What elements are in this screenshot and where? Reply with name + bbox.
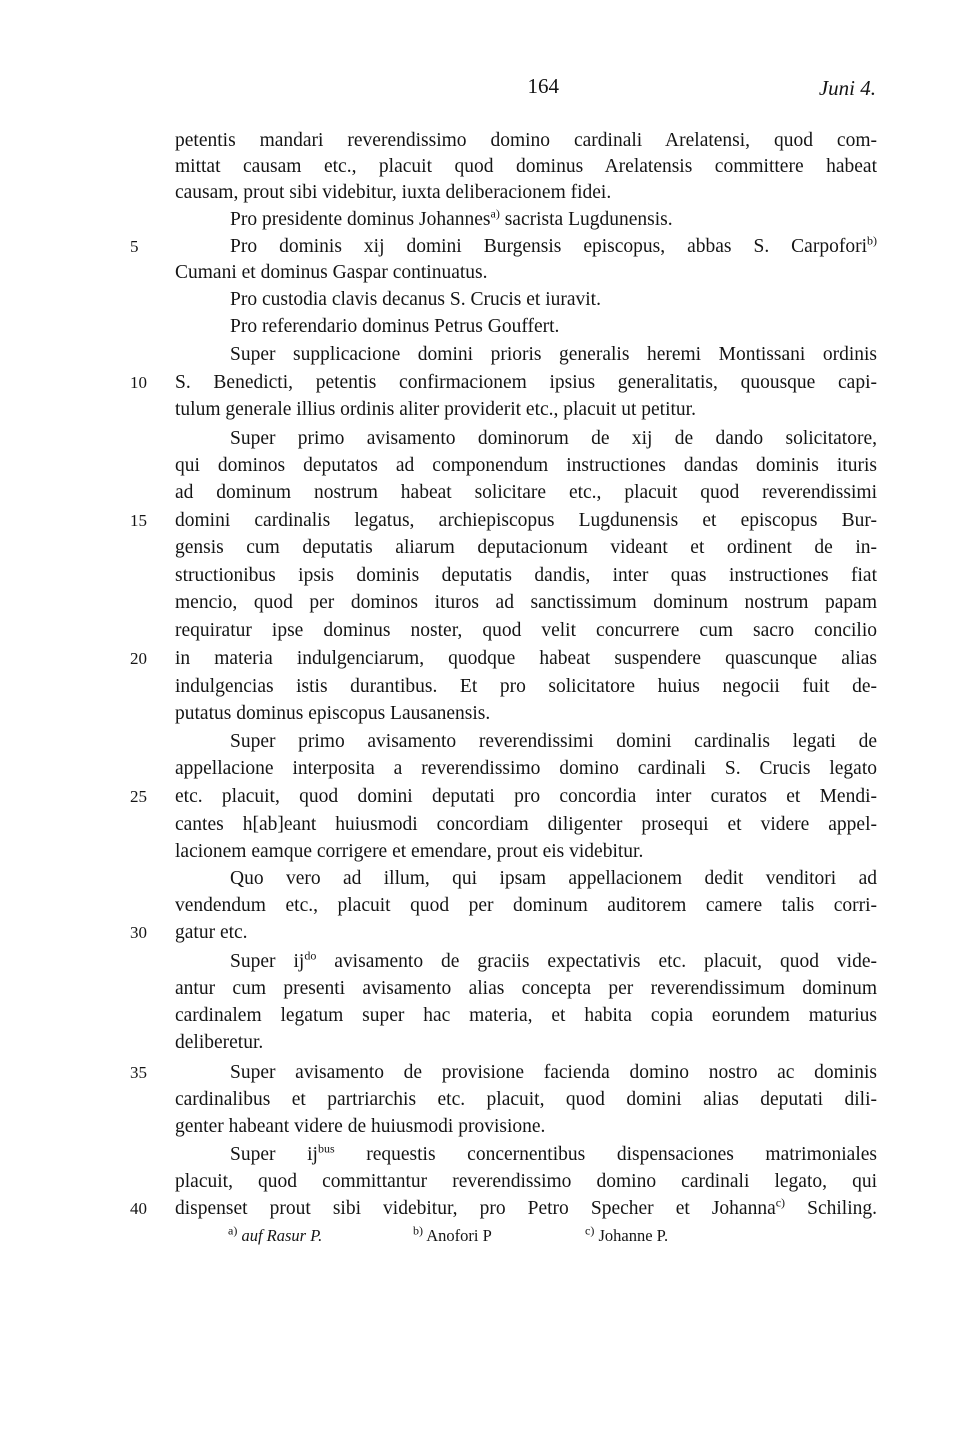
line-number: 40: [130, 1199, 147, 1218]
running-head: Juni 4.: [818, 76, 876, 100]
text-line: ad dominum nostrum habeat solicitare etc., placuit quod reverendissimi: [175, 482, 877, 503]
line-number: 5: [130, 237, 139, 256]
footnote-mark: b): [413, 1223, 423, 1238]
superscript: bus: [317, 1141, 335, 1156]
footnote-ref: c): [775, 1195, 786, 1210]
footnote: $^{a)}$ auf Rasur P.: [228, 1223, 323, 1245]
superscript: do: [304, 948, 317, 963]
text-line: vendendum etc., placuit quod per dominum auditorem camere talis corri-: [175, 895, 877, 916]
text-line: Super $ij^{bus}$ requestis concernentibus dispensaciones matrimoniales: [230, 1141, 877, 1165]
text-line: tulum generale illius ordinis aliter providerit etc., placuit ut petitur.: [175, 399, 696, 420]
text-line: Cumani et dominus Gaspar continuatus.: [175, 262, 488, 283]
line-number: 10: [130, 373, 147, 392]
text-line: domini cardinalis legatus, archiepiscopus Lugdunensis et episcopus Bur-: [175, 510, 877, 531]
text-line: appellacione interposita a reverendissimo domino cardinali S. Crucis legato: [175, 758, 877, 779]
line-number: 20: [130, 649, 147, 668]
text-line: Super avisamento de provisione facienda domino nostro ac dominis: [230, 1062, 877, 1083]
text-line: Super primo avisamento reverendissimi domini cardinalis legati de: [230, 731, 877, 752]
text-line: Pro custodia clavis decanus S. Crucis et iuravit.: [230, 289, 601, 310]
text-line: cardinalibus et partriarchis etc. placuit, quod domini alias deputati dili-: [175, 1089, 877, 1110]
text-line: deliberetur.: [175, 1032, 264, 1053]
text-line: S. Benedicti, petentis confirmacionem ipsius generalitatis, quousque capi-: [175, 372, 877, 393]
text-line: mencio, quod per dominos ituros ad sanctissimum dominum nostrum papam: [175, 592, 877, 613]
text-line: causam, prout sibi videbitur, iuxta deliberacionem fidei.: [175, 182, 612, 203]
text-line: Pro referendario dominus Petrus Gouffert.: [230, 316, 560, 337]
footnote: $^{b)}$ Anofori P: [413, 1223, 492, 1245]
text-line: petentis mandari reverendissimo domino cardinali Arelatensi, quod com-: [175, 130, 877, 151]
text-line: gatur etc.: [175, 922, 248, 943]
text-line: Pro dominis xij domini Burgensis episcopus, abbas S. Carpofori$^{b)}$: [230, 233, 877, 257]
line-number: 15: [130, 511, 147, 530]
line-number: 35: [130, 1063, 147, 1082]
text-line: putatus dominus episcopus Lausanensis.: [175, 703, 491, 724]
text-line: mittat causam etc., placuit quod dominus Arelatensis committere habeat: [175, 156, 877, 177]
text-line: Super supplicacione domini prioris generalis heremi Montissani ordinis: [230, 344, 877, 365]
footnote: $^{c)}$ Johanne P.: [585, 1223, 669, 1245]
text-line: Pro presidente dominus Johannes$^{a)}$ sacrista Lugdunensis.: [230, 206, 673, 230]
text-line: structionibus ipsis dominis deputatis dandis, inter quas instructiones fiat: [175, 565, 877, 586]
footnote-mark: c): [585, 1223, 595, 1238]
text-line: Super primo avisamento dominorum de xij de dando solicitatore,: [230, 428, 877, 449]
text-line: cantes h[ab]eant huiusmodi concordiam diligenter prosequi et videre appel-: [175, 814, 877, 835]
text-line: indulgencias istis durantibus. Et pro solicitatore huius negocii fuit de-: [175, 676, 877, 697]
text-line: cardinalem legatum super hac materia, et habita copia eorundem maturius: [175, 1005, 877, 1026]
footnote-mark: a): [228, 1223, 238, 1238]
text-line: etc. placuit, quod domini deputati pro concordia inter curatos et Mendi-: [175, 786, 877, 807]
text-line: Super $ij^{do}$ avisamento de graciis expectativis etc. placuit, quod vide-: [230, 948, 877, 972]
text-line: antur cum presenti avisamento alias concepta per reverendissimum dominum: [175, 978, 877, 999]
footnote-ref: b): [867, 233, 877, 248]
text-line: lacionem eamque corrigere et emendare, prout eis videbitur.: [175, 841, 644, 862]
footnote-ref: a): [490, 206, 500, 221]
text-line: genter habeant videre de huiusmodi provisione.: [175, 1116, 546, 1137]
line-number: 25: [130, 787, 147, 806]
text-line: Quo vero ad illum, qui ipsam appellacionem dedit venditori ad: [230, 868, 877, 889]
text-line: qui dominos deputatos ad componendum instructiones dandas dominis ituris: [175, 455, 877, 476]
text-line: dispenset prout sibi videbitur, pro Petro Specher et Johanna$^{c)}$ Schiling.: [175, 1195, 877, 1219]
text-line: in materia indulgenciarum, quodque habeat suspendere quascunque alias: [175, 648, 877, 669]
page-number: 164: [527, 74, 559, 98]
text-line: gensis cum deputatis aliarum deputacionum videant et ordinent de in-: [175, 537, 877, 558]
text-line: placuit, quod committantur reverendissimo domino cardinali legato, qui: [175, 1171, 877, 1192]
line-number: 30: [130, 923, 147, 942]
text-line: requiratur ipse dominus noster, quod velit concurrere cum sacro concilio: [175, 620, 877, 641]
